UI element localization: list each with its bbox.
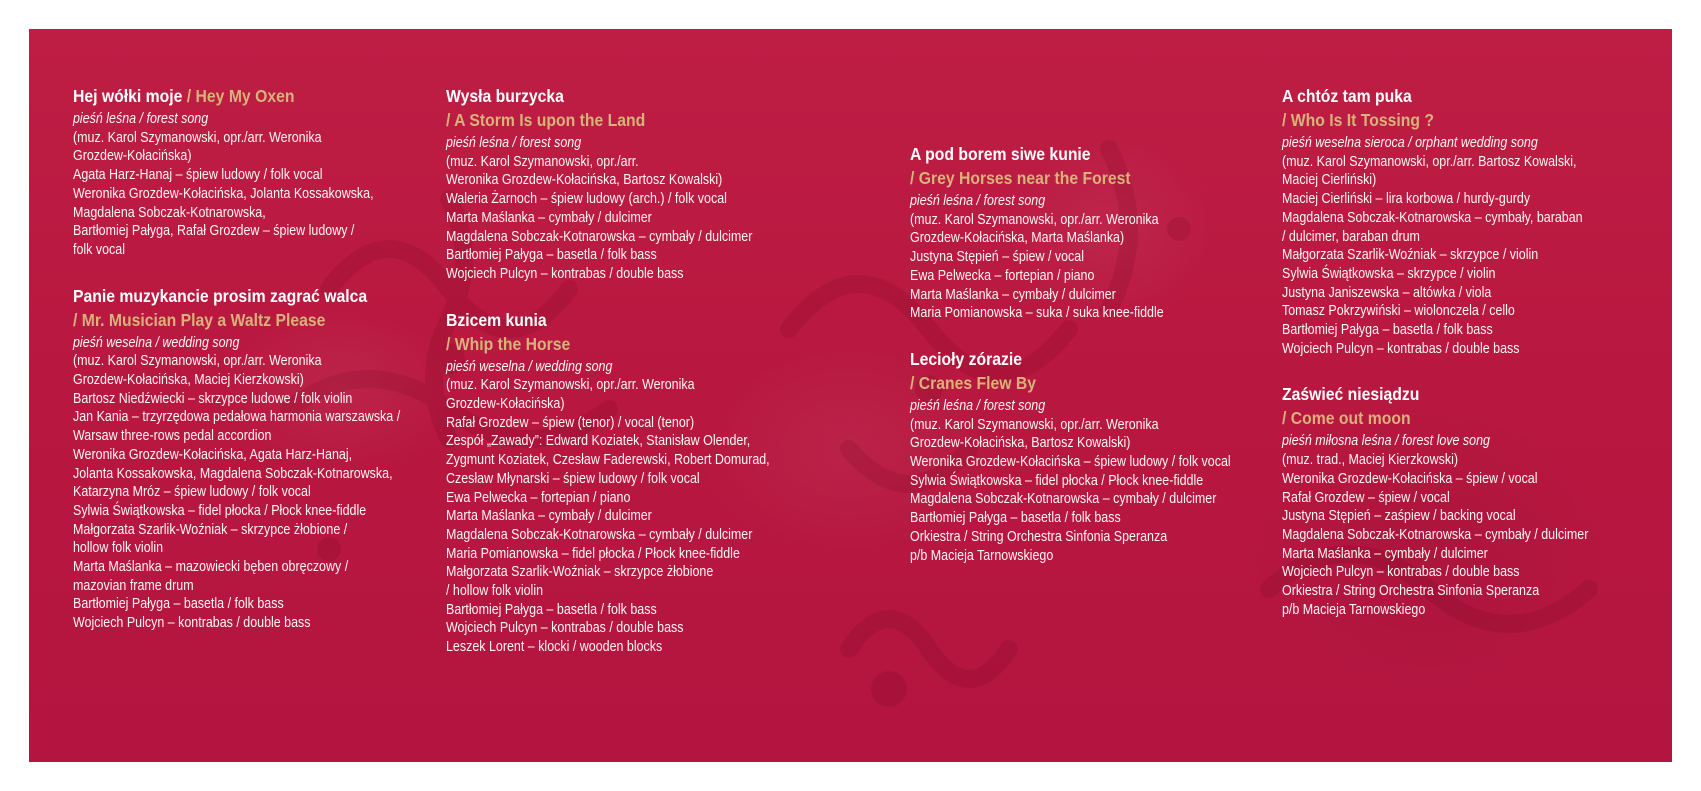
credit-line: Bartłomiej Pałyga – basetla / folk bass [73, 596, 284, 613]
credit-line: Agata Harz-Hanaj – śpiew ludowy / folk vocal [73, 167, 323, 184]
credit-line: Maciej Cierliński – lira korbowa / hurdy-gurdy [1282, 191, 1531, 208]
credit-line: Bartłomiej Pałyga – basetla / folk bass [446, 247, 657, 264]
song-title-english-line [910, 168, 1246, 189]
credit-line: Bartłomiej Pałyga – basetla / folk bass [1282, 322, 1493, 339]
credit-line: Weronika Grozdew-Kołacińska – śpiew ludowy / folk vocal [910, 454, 1231, 471]
song-title [446, 310, 785, 331]
credit-line: folk vocal [73, 241, 125, 258]
credit-line: Maria Pomianowska – suka / suka knee-fiddle [910, 305, 1164, 322]
song-entry [446, 86, 822, 284]
credit-line: Rafał Grozdew – śpiew / vocal [1282, 489, 1450, 506]
credit-line: Maria Pomianowska – fidel płocka / Płock knee-fiddle [446, 545, 740, 562]
credit-line: (muz. Karol Szymanowski, opr./arr. Weronika [73, 129, 322, 146]
credit-line: Ewa Pelwecka – fortepian / piano [446, 489, 631, 506]
credit-line: Weronika Grozdew-Kołacińska, Agata Harz-Hanaj, [73, 446, 353, 463]
credit-line: Marta Maślanka – cymbały / dulcimer [446, 508, 652, 525]
credit-line: Katarzyna Mróz – śpiew ludowy / folk vocal [73, 484, 311, 501]
credit-line: Wojciech Pulcyn – kontrabas / double bass [1282, 564, 1520, 581]
credit-line: hollow folk violin [73, 540, 164, 557]
song-entry [910, 144, 1283, 323]
credit-line: Czesław Młynarski – śpiew ludowy / folk vocal [446, 470, 700, 487]
song-type: pieśń leśna / forest song [446, 135, 582, 151]
song-title-english: / Mr. Musician Play a Waltz Please [73, 309, 326, 330]
song-title-polish: Hej wółki moje [73, 86, 183, 106]
credit-line: Bartłomiej Pałyga – basetla / folk bass [446, 601, 657, 618]
credit-line: Orkiestra / String Orchestra Sinfonia Speranza [1282, 583, 1540, 600]
credit-line: Jan Kania – trzyrzędowa pedałowa harmonia warszawska / [73, 409, 401, 426]
song-title-polish: A chtóz tam puka [1282, 86, 1412, 106]
credit-line: (muz. Karol Szymanowski, opr./arr. Weronika [910, 211, 1159, 228]
credit-line: mazovian frame drum [73, 577, 194, 594]
column-4 [1282, 86, 1638, 645]
credit-line: Wojciech Pulcyn – kontrabas / double bass [446, 620, 684, 637]
credit-line: Zespół „Zawady”: Edward Koziatek, Stanisław Olender, [446, 433, 751, 450]
song-title [73, 86, 415, 107]
song-title-english: / Hey My Oxen [186, 86, 295, 106]
credit-line: Bartosz Niedźwiecki – skrzypce ludowe / folk violin [73, 390, 353, 407]
song-entry [446, 310, 822, 657]
song-type: pieśń weselna / wedding song [446, 358, 613, 375]
song-type: pieśń leśna / forest song [73, 111, 209, 127]
credit-line: Warsaw three-rows pedal accordion [73, 428, 272, 445]
credit-line: Grozdew-Kołacińska) [73, 148, 192, 165]
credit-line: Magdalena Sobczak-Kotnarowska – cymbały, baraban [1282, 209, 1583, 226]
credit-line: Ewa Pelwecka – fortepian / piano [910, 267, 1095, 284]
song-type: pieśń weselna / wedding song [73, 334, 240, 351]
credit-line: Tomasz Pokrzywiński – wiolonczela / cello [1282, 303, 1515, 320]
song-type: pieśń miłosna leśna / forest love song [1282, 433, 1490, 450]
credit-line: Weronika Grozdew-Kołacińska, Jolanta Kossakowska, [73, 185, 374, 202]
song-title-english-line [446, 110, 785, 131]
credit-line: Wojciech Pulcyn – kontrabas / double bass [446, 265, 684, 282]
credit-line: (muz. trad., Maciej Kierzkowski) [1282, 452, 1459, 469]
song-title-english-line [73, 310, 415, 331]
credit-line: Zygmunt Koziatek, Czesław Faderewski, Robert Domurad, [446, 452, 770, 469]
credit-line: Magdalena Sobczak-Kotnarowska, [73, 204, 266, 221]
credit-line: Leszek Lorent – klocki / wooden blocks [446, 639, 663, 656]
credit-line: Justyna Stępień – zaśpiew / backing vocal [1282, 508, 1516, 525]
credit-line: Weronika Grozdew-Kołacińska – śpiew / vocal [1282, 470, 1538, 487]
song-title-english-line [1282, 408, 1603, 429]
song-type: pieśń leśna / forest song [910, 193, 1046, 209]
credit-line: Sylwia Świątkowska – skrzypce / violin [1282, 265, 1496, 282]
song-title-polish: Wysła burzycka [446, 86, 564, 106]
credit-line: Bartłomiej Pałyga, Rafał Grozdew – śpiew ludowy / [73, 223, 355, 240]
credit-line: (muz. Karol Szymanowski, opr./arr. Weronika [910, 416, 1159, 433]
credit-line: Orkiestra / String Orchestra Sinfonia Speranza [910, 528, 1168, 545]
credit-line: p/b Macieja Tarnowskiego [1282, 601, 1426, 618]
credit-line: Weronika Grozdew-Kołacińska, Bartosz Kowalski) [446, 172, 723, 189]
song-title [910, 349, 1246, 370]
credit-line: Magdalena Sobczak-Kotnarowska – cymbały / dulcimer [910, 491, 1217, 508]
song-title-polish: Lecioły zórazie [910, 348, 1023, 369]
song-type: pieśń weselna sieroca / orphant wedding song [1282, 135, 1538, 151]
credit-line: Małgorzata Szarlik-Woźniak – skrzypce żłobione / [73, 521, 348, 538]
booklet-panel [29, 29, 1672, 762]
song-title-english: / Come out moon [1282, 408, 1411, 429]
credit-line: Magdalena Sobczak-Kotnarowska – cymbały / dulcimer [446, 228, 753, 245]
credit-line: Maciej Cierliński) [1282, 172, 1377, 189]
column-3 [910, 144, 1283, 591]
credit-line: Sylwia Świątkowska – fidel płocka / Płock knee-fiddle [910, 472, 1204, 489]
song-title-english: / Whip the Horse [446, 333, 571, 354]
song-title-english-line [1282, 110, 1603, 131]
credit-line: (muz. Karol Szymanowski, opr./arr. Weronika [446, 377, 695, 394]
credit-line: Grozdew-Kołacińska) [446, 396, 565, 413]
credit-line: Magdalena Sobczak-Kotnarowska – cymbały / dulcimer [1282, 526, 1589, 543]
credit-line: Marta Maślanka – cymbały / dulcimer [910, 286, 1116, 303]
credit-line: Rafał Grozdew – śpiew (tenor) / vocal (tenor) [446, 414, 695, 431]
credit-line: Sylwia Świątkowska – fidel płocka / Płock knee-fiddle [73, 502, 367, 519]
credit-line: Jolanta Kossakowska, Magdalena Sobczak-Kotnarowska, [73, 465, 393, 482]
song-title [1282, 86, 1603, 107]
song-title [910, 144, 1246, 165]
credit-line: (muz. Karol Szymanowski, opr./arr. Bartosz Kowalski, [1282, 153, 1577, 170]
song-title-english: / Grey Horses near the Forest [910, 168, 1131, 188]
credit-line: Waleria Żarnoch – śpiew ludowy (arch.) / folk vocal [446, 191, 727, 208]
song-title-english: / A Storm Is upon the Land [446, 110, 646, 130]
credit-line: / hollow folk violin [446, 583, 544, 600]
credit-line: Justyna Janiszewska – altówka / viola [1282, 284, 1492, 301]
song-title-polish: Zaświeć niesiądzu [1282, 384, 1420, 405]
song-entry [73, 286, 453, 633]
credit-line: Justyna Stępień – śpiew / vocal [910, 249, 1084, 266]
song-type: pieśń leśna / forest song [910, 397, 1046, 414]
song-title-english: / Who Is It Tossing ? [1282, 110, 1434, 130]
song-entry [910, 349, 1283, 565]
credit-line: Wojciech Pulcyn – kontrabas / double bass [1282, 340, 1520, 357]
credit-line: Grozdew-Kołacińska, Maciej Kierzkowski) [73, 372, 304, 389]
song-title [1282, 384, 1603, 405]
credit-line: Marta Maślanka – mazowiecki bęben obręczowy / [73, 559, 349, 576]
song-title [73, 286, 415, 307]
song-title-polish: Bzicem kunia [446, 309, 547, 330]
credit-line: p/b Macieja Tarnowskiego [910, 547, 1054, 564]
credit-line: Grozdew-Kołacińska, Bartosz Kowalski) [910, 435, 1131, 452]
credit-line: Bartłomiej Pałyga – basetla / folk bass [910, 510, 1121, 527]
credit-line: Wojciech Pulcyn – kontrabas / double bass [73, 615, 311, 632]
credit-line: Magdalena Sobczak-Kotnarowska – cymbały / dulcimer [446, 526, 753, 543]
song-title-english: / Cranes Flew By [910, 372, 1037, 393]
song-title-polish: A pod borem siwe kunie [910, 144, 1091, 164]
credit-line: (muz. Karol Szymanowski, opr./arr. Weronika [73, 353, 322, 370]
column-2 [446, 86, 822, 683]
song-title-english-line [910, 373, 1246, 394]
song-title-polish: Panie muzykancie prosim zagrać walca [73, 285, 368, 306]
column-1 [73, 86, 453, 659]
credit-line: Marta Maślanka – cymbały / dulcimer [446, 209, 652, 226]
credit-line: (muz. Karol Szymanowski, opr./arr. [446, 153, 639, 170]
song-entry [1282, 86, 1638, 358]
song-title [446, 86, 785, 107]
credit-line: Marta Maślanka – cymbały / dulcimer [1282, 545, 1488, 562]
song-entry [1282, 384, 1638, 619]
credit-line: Małgorzata Szarlik-Woźniak – skrzypce żłobione [446, 564, 714, 581]
credit-line: Małgorzata Szarlik-Woźniak – skrzypce / violin [1282, 247, 1539, 264]
song-title-english-line [446, 334, 785, 355]
credit-line: / dulcimer, baraban drum [1282, 228, 1420, 245]
credit-line: Grozdew-Kołacińska, Marta Maślanka) [910, 230, 1125, 247]
song-entry [73, 86, 453, 260]
